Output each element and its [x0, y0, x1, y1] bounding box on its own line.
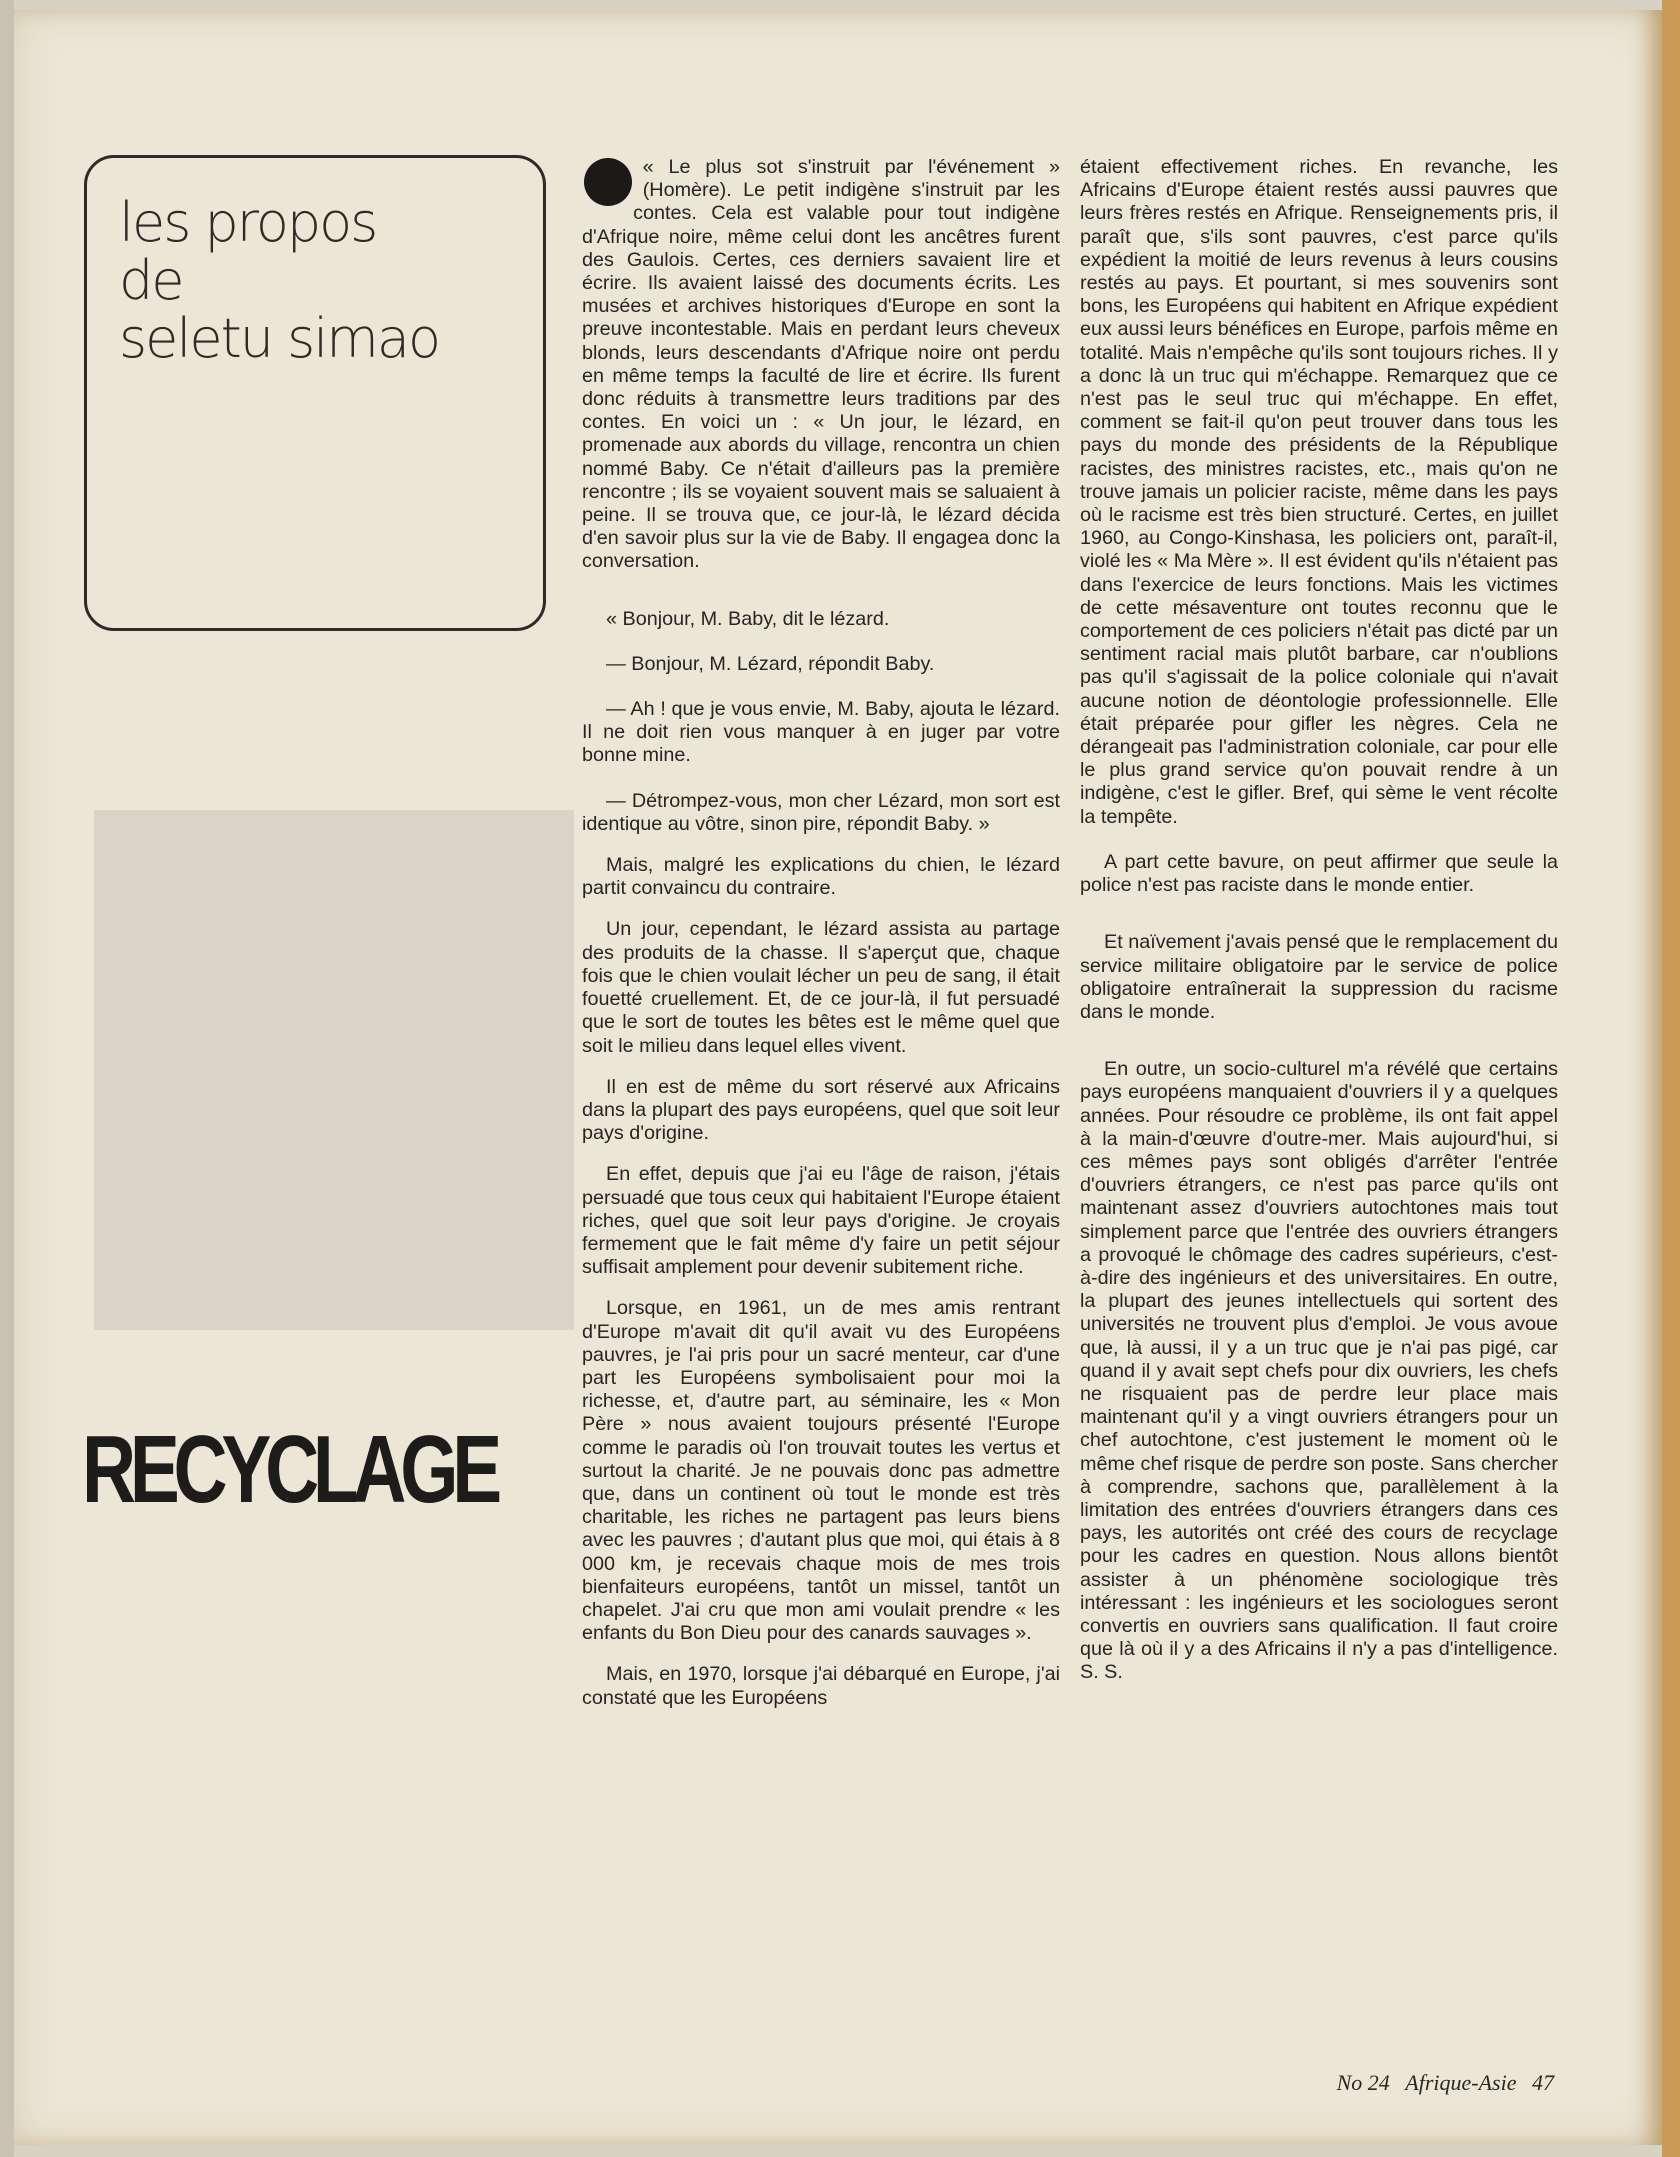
paragraph: — Détrompez-vous, mon cher Lézard, mon sort est identique au vôtre, sinon pire, répondit Baby. »: [582, 789, 1060, 835]
paragraph: — Bonjour, M. Lézard, répondit Baby.: [606, 652, 935, 675]
article-headline: RECYCLAGE: [82, 1416, 496, 1523]
issue-number: No 24: [1336, 2070, 1390, 2095]
paragraph: Et naïvement j'avais pensé que le remplacement du service militaire obligatoire par le service de police obligatoire entraînerait la suppression du racisme dans le monde.: [1080, 931, 1558, 1023]
paragraph: Lorsque, en 1961, un de mes amis rentrant d'Europe m'avait dit qu'il avait vu des Européens pauvres, je l'ai pris pour un sacré menteur, car d'une part les Européens symbolisaient pour moi la richesse, et, d'autre part, au séminaire, les « Mon Père » nous avaient toujours présenté l'Europe comme le paradis où l'on trouvait toutes les vertus et surtout la charité. Je ne pouvais donc pas admettre que, dans un continent où tout le monde est très charitable, les riches ne partagent pas leurs biens avec les pauvres ; d'autant plus que moi, qui étais à 8 000 km, je recevais chaque mois de mes trois bienfaiteurs européens, tantôt un missel, tantôt un chapelet. J'ai cru que mon ami voulait prendre « les enfants du Bon Dieu pour des canards sauvages ».: [582, 1297, 1060, 1645]
column-title-line-1: les propos: [119, 191, 377, 254]
page-edge: [1662, 0, 1680, 2157]
text-column-2: [1080, 156, 1558, 1685]
paragraph: Un jour, cependant, le lézard assista au partage des produits de la chasse. Il s'aperçut que, chaque fois que le chien voulait lécher un peu de sang, il était fouetté cruellement. Et, de ce jour-là, il fut persuadé que le sort de toutes les bêtes est le même quel que soit le milieu dans lequel elles vivent.: [582, 918, 1060, 1057]
paragraph: — Ah ! que je vous envie, M. Baby, ajouta le lézard. Il ne doit rien vous manquer à en juger par votre bonne mine.: [582, 698, 1060, 767]
paragraph: étaient effectivement riches. En revanche, les Africains d'Europe étaient restés aussi pauvres que leurs frères restés en Afrique. Renseignements pris, il paraît que, s'ils sont pauvres, c'est parce qu'ils expédient la moitié de leurs revenus à leurs cousins restés au pays. Et pourtant, si mes souvenirs sont bons, les Européens qui habitent en Afrique expédient eux aussi leurs bénéfices en Europe, parfois même en totalité. Mais n'empêche qu'ils sont toujours riches. Il y a donc là un truc qui m'échappe. Remarquez que ce n'est pas le seul truc qui m'échappe. En effet, comment se fait-il qu'on peut trouver dans tous les pays du monde des présidents de la République racistes, des ministres racistes, etc., mais qu'on ne trouve jamais un policier raciste, même dans les pays où le racisme est très bien structuré. Certes, en juillet 1960, au Congo-Kinshasa, les policiers ont, paraît-il, violé les « Ma Mère ». Il est évident qu'ils n'étaient pas dans l'exercice de leurs fonctions. Mais les victimes de cette mésaventure ont toutes reconnu que le comportement de ces policiers n'était pas dicté par un sentiment racial mais plutôt barbare, car n'oublions pas qu'il s'agissait de la police coloniale qui n'avait aucune notion de déontologie professionnelle. Elle était préparée pour gifler les nègres. Cela ne dérangeait pas l'administration coloniale, car pour elle le plus grand service qu'on pouvait rendre à un indigène, c'est le gifler. Bref, qui sème le vent récolte la tempête.: [1080, 156, 1558, 828]
magazine-page: [14, 10, 1662, 2145]
text-column-1: [582, 156, 1060, 1710]
paragraph: Il en est de même du sort réservé aux Africains dans la plupart des pays européens, quel que soit leur pays d'origine.: [582, 1075, 1060, 1145]
magazine-name: Afrique-Asie: [1405, 2070, 1517, 2095]
bullet-dot-icon: [584, 158, 632, 206]
paragraph: Mais, en 1970, lorsque j'ai débarqué en Europe, j'ai constaté que les Européens: [582, 1663, 1060, 1709]
paragraph: En effet, depuis que j'ai eu l'âge de raison, j'étais persuadé que tous ceux qui habitaient l'Europe étaient riches, quel que soit leur pays d'origine. Je croyais fermement que le fait même d'y faire un petit séjour suffisait amplement pour devenir subitement riche.: [582, 1163, 1060, 1279]
paragraph: « Bonjour, M. Baby, dit le lézard.: [606, 607, 890, 630]
page-footer: [1244, 2070, 1554, 2096]
paragraph: A part cette bavure, on peut affirmer que seule la police n'est pas raciste dans le monde entier.: [1080, 850, 1558, 897]
paragraph: Mais, malgré les explications du chien, le lézard partit convaincu du contraire.: [582, 854, 1060, 900]
page-number: 47: [1532, 2070, 1554, 2095]
binding-gutter: [0, 0, 14, 2157]
grey-background-panel: [94, 810, 574, 1330]
paragraph: En outre, un socio-culturel m'a révélé que certains pays européens manquaient d'ouvriers il y a quelques années. Pour résoudre ce problème, ils ont fait appel à la main-d'œuvre d'outre-mer. Mais aujourd'hui, si ces mêmes pays sont obligés d'arrêter l'entrée d'ouvriers étrangers, ce n'est pas parce qu'ils ont maintenant assez d'ouvriers autochtones mais tout simplement parce que l'entrée des ouvriers étrangers a provoqué le chômage des cadres supérieurs, c'est-à-dire des ingénieurs et des universitaires. En outre, la plupart des jeunes intellectuels qui sortent des universités ne trouvent plus d'emploi. Je vous avoue que, là aussi, il y a un truc que je n'ai pas pigé, car quand il y avait sept chefs pour dix ouvriers, les chefs ne risquaient pas de perdre leur place mais maintenant qu'il y a vingt ouvriers étrangers pour un chef autochtone, c'est justement le moment où le même chef risque de perdre son poste. Sans chercher à comprendre, sachons que, parallèlement à la limitation des entrées d'ouvriers étrangers dans ces pays, les autorités ont créé des cours de recyclage pour les cadres en question. Nous allons bientôt assister à un phénomène sociologique très intéressant : les ingénieurs et les sociologues seront convertis en ouvriers sans qualification. Il faut croire que là où il y a des Africains il n'y a pas d'intelligence. S. S.: [1080, 1058, 1558, 1684]
column-title-line-2: de: [119, 249, 183, 312]
column-title-line-3: seletu simao: [119, 307, 440, 370]
paragraph: « Le plus sot s'instruit par l'événement » (Homère). Le petit indigène s'instruit par les contes. Cela est valable pour tout indigène d'Afrique noire, même celui dont les ancêtres furent des Gaulois. Certes, ces derniers savaient lire et écrire. Ils avaient laissé des documents écrits. Les musées et archives historiques d'Europe en sont la preuve incontestable. Mais en perdant leurs cheveux blonds, leurs descendants d'Afrique noire ont perdu en même temps la faculté de lire et écrire. Ils furent donc réduits à transmettre leurs traditions par des contes. En voici un : « Un jour, le lézard, en promenade aux abords du village, rencontra un chien nommé Baby. Ce n'était d'ailleurs pas la première rencontre ; ils se voyaient souvent mais se saluaient à peine. Il se trouva que, ce jour-là, le lézard décida d'en savoir plus sur la vie de Baby. Il engagea donc la conversation.: [582, 156, 1060, 573]
column-title-box: [84, 155, 546, 631]
column-title: [87, 191, 543, 370]
